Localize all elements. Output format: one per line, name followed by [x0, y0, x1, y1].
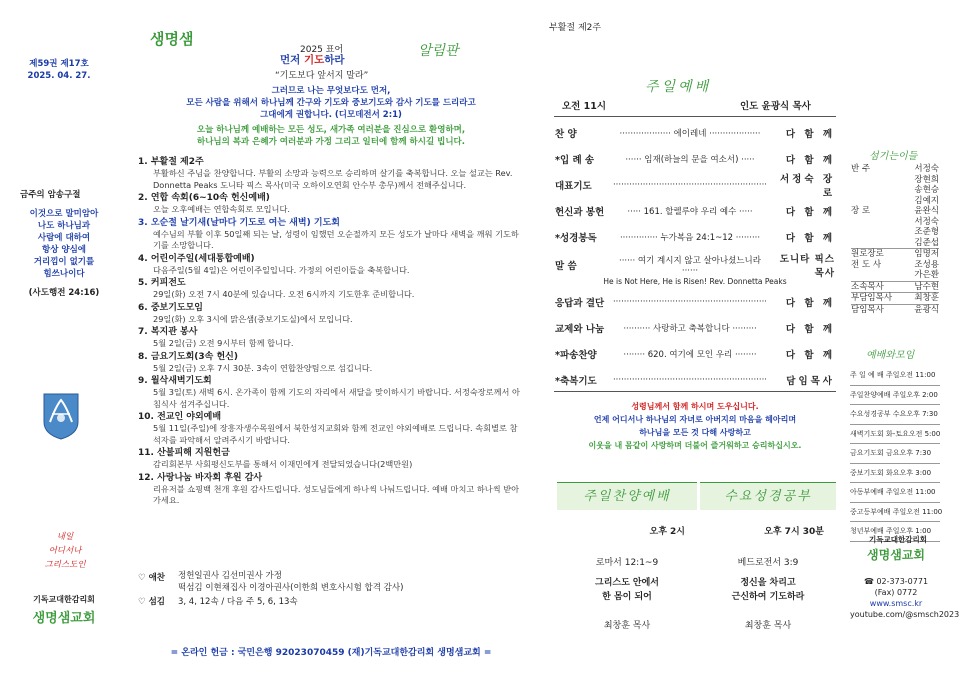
- news-heading: 1. 부활절 제2주: [138, 157, 204, 167]
- schedule-row: 금요기도회 금요오후 7:30: [850, 444, 940, 464]
- order-label: 헌신과 봉헌: [555, 207, 605, 218]
- staff-row: [851, 293, 939, 305]
- staff-name: 윤완식: [914, 206, 939, 216]
- staff-row: [851, 175, 939, 186]
- staff-role: [851, 227, 903, 238]
- motto-title: 먼저 기도하라: [280, 54, 345, 66]
- order-row: [555, 341, 835, 367]
- staff-title: 섬기는이들: [869, 151, 918, 162]
- motto-year: 2025 표어: [300, 45, 344, 55]
- order-row: [555, 198, 835, 224]
- extras: [138, 570, 523, 610]
- news-heading: 4. 어린이주일(세대통합예배): [138, 253, 255, 264]
- schedule-list: [850, 366, 943, 542]
- news-item: [138, 277, 523, 301]
- memory-verse: 이것으로 말미암아 나도 하나님과 사람에 대하여 항상 양심에 거리낌이 없기를 힘쓰나이다: [29, 209, 99, 279]
- benediction: [550, 400, 840, 452]
- order-row: [555, 289, 835, 315]
- order-label: *입 례 송: [555, 155, 595, 166]
- bless-line: 언제 어디서나 하나님의 자녀로 아버지의 마음을 헤아리며: [593, 415, 797, 424]
- staff-row: [851, 227, 939, 238]
- staff-row: [851, 185, 939, 196]
- news-item: [138, 192, 523, 216]
- order-person: 다 함 께: [785, 155, 835, 166]
- staff-name: 장현희: [914, 174, 939, 185]
- news-item: [138, 217, 523, 252]
- staff-role: 전 도 사: [851, 259, 882, 270]
- staff-name: 최창훈: [914, 293, 939, 303]
- church-logo-icon: [42, 392, 80, 440]
- schedule-row: 주 일 예 배 주일오전 11:00: [850, 366, 940, 386]
- order-row: [555, 146, 835, 172]
- news-item: [138, 326, 523, 350]
- denomination: 기독교대한감리회: [33, 595, 95, 604]
- order-person: 담임목사: [786, 376, 835, 387]
- order-row: [555, 172, 835, 198]
- order-label: 교제와 나눔: [555, 324, 605, 335]
- news-body: 5월 11일(주일)에 장흥자생수목원에서 북한성지교회와 함께 전교인 야외예배로 드립니다. 속회별로 참석자를 파악해서 알려주시기 바랍니다.: [153, 423, 518, 445]
- staff-role: 담임목사: [851, 304, 884, 315]
- phone: ☎ 02-373-0771: [863, 577, 929, 586]
- staff-row: [851, 206, 939, 217]
- order-content: ·························································: [612, 297, 767, 307]
- news-heading: 9. 월삭새벽기도회: [138, 376, 212, 386]
- order-label: 말 씀: [555, 261, 577, 272]
- wednesday-study-header: 수요성경공부: [700, 482, 836, 510]
- motto-cursive: 내일 어디서나 그리스도인: [44, 532, 86, 570]
- news-body: 29일(화) 오전 7시 40분에 있습니다. 오전 6시까지 기도한후 준비합니다.: [153, 289, 415, 299]
- order-person: 다 함 께: [785, 324, 835, 335]
- denomination: 기독교대한감리회: [869, 535, 927, 544]
- issue-info: [18, 58, 100, 82]
- staff-name: 임명저: [914, 249, 939, 259]
- order-content: ·············· 누가복음 24:1~12 ·········: [619, 233, 761, 243]
- week-header: 부활절 제2주: [549, 23, 602, 33]
- news-heading: 8. 금요기도회(3속 헌신): [138, 351, 238, 362]
- staff-row: [851, 270, 939, 282]
- schedule-row: 청년부예배 주일오후 1:00: [850, 522, 940, 542]
- news-heading: 3. 오순절 날기새(날마다 기도로 여는 새벽) 기도회: [138, 217, 340, 228]
- news-body: 다음주일(5월 4일)은 어린이주일입니다. 가정의 어린이들을 축복합니다.: [153, 264, 410, 275]
- schedule-row: 수요성경공부 수요오후 7:30: [850, 405, 940, 425]
- date: 2025. 04. 27.: [27, 71, 91, 81]
- order-content: ········ 620. 여기에 모인 우리 ········: [623, 350, 757, 360]
- news-body: 부활하신 주님을 찬양합니다. 부활의 소망과 능력으로 승리하며 살기를 축복합니다. 오늘 설교는 Rev. Donnetta Peaks 도니타 픽스 목사(미국 오하이오연회 안수부 총무)께서 전해주십니다.: [153, 168, 513, 190]
- church-name-top: 생명샘: [150, 30, 194, 48]
- news-item: [138, 472, 523, 507]
- order-person: 다 함 께: [785, 207, 835, 218]
- order-row: [555, 367, 835, 393]
- staff-name: 서정숙: [914, 216, 939, 227]
- verse-reference: (사도행전 24:16): [28, 288, 100, 298]
- motto-subtitle: “기도보다 앞서지 말라”: [275, 71, 369, 81]
- staff-name: 서정숙: [914, 164, 939, 174]
- news-item: [138, 447, 523, 471]
- fellowship-meal: ♡ 애찬 정헌일권사 김선미권사 가정 떡섬김 이현채집사 이경아권사(이한희 변호사시험 합격 감사): [138, 571, 404, 593]
- worship-title: 주일예배: [645, 79, 712, 95]
- staff-row: [851, 260, 939, 271]
- staff-role: 반 주: [851, 164, 871, 174]
- staff-name: 조성용: [914, 259, 939, 270]
- news-item: [138, 156, 523, 191]
- order-person: 서정숙 장로: [779, 174, 835, 199]
- news-heading: 12. 사랑나눔 바자회 후원 감사: [138, 472, 263, 483]
- schedule-row: 중보기도회 화요오후 3:00: [850, 464, 940, 484]
- order-person: 도니타 픽스 목사: [779, 254, 835, 279]
- staff-row: [851, 249, 939, 260]
- motto-line-2: 모든 사람을 위해서 하나님께 간구와 기도와 중보기도와 감사 기도를 드리라고: [186, 98, 476, 108]
- divider: [554, 116, 836, 117]
- staff-role: 소속목사: [851, 281, 884, 292]
- order-content: ·························································: [612, 180, 767, 190]
- news-heading: 6. 중보기도모임: [138, 302, 203, 313]
- news-body: 감리회본부 사회평신도부를 통해서 이재민에게 전달되었습니다(2백만원): [153, 459, 413, 469]
- news-heading: 5. 커피전도: [138, 278, 186, 288]
- staff-row: [851, 164, 939, 175]
- news-item: [138, 302, 523, 326]
- staff-list: [851, 164, 939, 315]
- schedule-title: 예배와모임: [866, 350, 915, 361]
- order-person: 다 함 께: [785, 129, 835, 140]
- news-body: 리유저블 쇼핑백 천개 후원 감사드립니다. 성도님들에게 하나씩 나눠드립니다. 예배 마치고 하나씩 받아가세요.: [153, 483, 520, 505]
- staff-row: [851, 217, 939, 228]
- news-item: [138, 411, 523, 446]
- order-label: 대표기도: [555, 181, 592, 192]
- order-label: *성경봉독: [555, 233, 597, 244]
- serving-groups: ♡ 섬김 3, 4, 12속 / 다음 주 5, 6, 13속: [138, 597, 298, 607]
- staff-name: 김준섭: [914, 237, 939, 248]
- worship-time: 오전 11시: [562, 101, 607, 112]
- contact-info: [850, 576, 960, 620]
- verse-label: 금주의 암송구절: [20, 190, 81, 200]
- news-body: 5월 2일(금) 오전 9시부터 함께 합니다.: [153, 338, 294, 348]
- bless-line: 이웃을 내 몸같이 사랑하며 더불어 즐거워하고 승리하십시오.: [588, 441, 802, 450]
- order-content: ·········· 사랑하고 축복합니다 ·········: [623, 324, 757, 334]
- staff-role: [851, 217, 903, 228]
- news-body: 5월 2일(금) 오후 7시 30분. 3속이 연합찬양팀으로 섬깁니다.: [153, 362, 373, 373]
- schedule-row: 주일찬양예배 주일오후 2:00: [850, 386, 940, 406]
- fax: (Fax) 0772: [874, 588, 918, 597]
- news-list: [138, 156, 523, 508]
- news-item: [138, 253, 523, 277]
- order-content: ······ 임재(하늘의 문을 여소서) ·····: [625, 155, 755, 165]
- notice-board-title: 알림판: [418, 43, 459, 59]
- order-person: 다 함 께: [785, 350, 835, 361]
- news-heading: 2. 연합 속회(6~10속 헌신예배): [138, 193, 270, 203]
- staff-row: [851, 305, 939, 316]
- news-body: 29일(화) 오후 3시에 맑은샘(중보기도실)에서 모입니다.: [153, 313, 353, 324]
- staff-role: [851, 270, 903, 281]
- news-item: [138, 375, 523, 410]
- order-label: *파송찬양: [555, 350, 597, 361]
- order-row: [555, 224, 835, 250]
- motto-line-1: 그러므로 나는 무엇보다도 먼저,: [271, 86, 391, 96]
- staff-row: [851, 282, 939, 294]
- schedule-row: 중고등부예배 주일오전 11:00: [850, 503, 940, 523]
- order-label: *축복기도: [555, 376, 597, 387]
- order-content: ······ 여기 계시지 않고 살아나셨느니라 ······: [619, 256, 761, 276]
- bless-line: 하나님을 모든 것 다해 사랑하고: [639, 428, 751, 437]
- staff-role: [851, 175, 903, 186]
- staff-name: 조준형: [914, 227, 939, 237]
- staff-role: 장 로: [851, 206, 871, 216]
- order-label: 응답과 결단: [555, 298, 605, 309]
- order-person: 다 함 께: [785, 233, 835, 244]
- youtube-link[interactable]: youtube.com/@smsch2023: [850, 610, 960, 619]
- divider: [554, 391, 836, 392]
- staff-row: [851, 238, 939, 250]
- staff-name: 송현승: [914, 185, 939, 195]
- staff-name: 윤광식: [914, 304, 939, 315]
- staff-name: 남수현: [914, 281, 939, 292]
- staff-name: 김예지: [914, 195, 939, 206]
- order-row: [555, 250, 835, 280]
- order-content: ·························································: [612, 375, 767, 385]
- schedule-row: 새벽기도회 화-토요오전 5:00: [850, 425, 940, 445]
- sunday-praise-header: 주일찬양예배: [557, 482, 697, 510]
- staff-name: 가은환: [914, 270, 939, 280]
- staff-row: [851, 196, 939, 207]
- motto-line-3: 그대에게 권합니다. (디모데전서 2:1): [260, 110, 402, 120]
- news-heading: 7. 복지관 봉사: [138, 327, 198, 337]
- staff-role: 부담임목사: [851, 293, 893, 303]
- order-row: [555, 315, 835, 341]
- online-offering: = 온라인 헌금 : 국민은행 92023070459 (재)기독교대한감리회 생명샘교회 =: [170, 648, 492, 658]
- bless-line: 성령님께서 함께 하시며 도우십니다.: [631, 402, 759, 411]
- news-body: 오늘 오후예배는 연합속회로 모입니다.: [153, 204, 290, 214]
- news-item: [138, 351, 523, 375]
- staff-role: 원로장로: [851, 249, 884, 259]
- church-name: 생명샘교회: [32, 611, 96, 626]
- order-label: 찬 양: [555, 129, 577, 140]
- website-link[interactable]: www.smsc.kr: [869, 599, 923, 608]
- worship-order: [555, 120, 835, 393]
- news-heading: 10. 전교인 야외예배: [138, 412, 222, 422]
- staff-role: [851, 238, 903, 249]
- volume: 제59권 제17호: [29, 59, 89, 69]
- news-body: 5월 3일(토) 새벽 6시. 온가족이 함께 기도의 자리에서 새달을 맞이하시기 바랍니다. 서정숙장로께서 아침식사 섬겨주십니다.: [153, 387, 520, 409]
- news-heading: 11. 산불피해 지원헌금: [138, 448, 230, 458]
- schedule-row: 아동부예배 주일오전 11:00: [850, 483, 940, 503]
- news-body: 예수님의 부활 이후 50일째 되는 날, 성령이 임했던 오순절까지 모든 성도가 날마다 새벽을 깨워 기도하기를 소망합니다.: [153, 228, 519, 250]
- order-row: [555, 120, 835, 146]
- order-content: ····· 161. 할렐루야 우리 예수 ·····: [627, 207, 753, 217]
- staff-role: [851, 196, 903, 207]
- order-content: ··················· 에이레네 ···················: [619, 129, 761, 139]
- order-person: 다 함 께: [785, 298, 835, 309]
- church-name: 생명샘교회: [867, 548, 925, 562]
- worship-leader: 인도 윤광식 목사: [740, 101, 811, 112]
- sunday-praise-info: 오후 2시 로마서 12:1~9 그리스도 안에서 한 몸이 되어 최창훈 목사: [595, 527, 685, 631]
- staff-role: [851, 185, 903, 196]
- wednesday-study-info: 오후 7시 30분 베드로전서 3:9 정신을 차리고 근신하여 기도하라 최창훈 목사: [731, 527, 824, 631]
- sermon-english: He is Not Here, He is Risen! Rev. Donnetta Peaks: [603, 277, 787, 286]
- welcome-text: 오늘 하나님께 예배하는 모든 성도, 새가족 여러분을 진심으로 환영하며, 하나님의 복과 은혜가 여러분과 가정 그리고 일터에 함께 하시길 빕니다.: [196, 125, 466, 147]
